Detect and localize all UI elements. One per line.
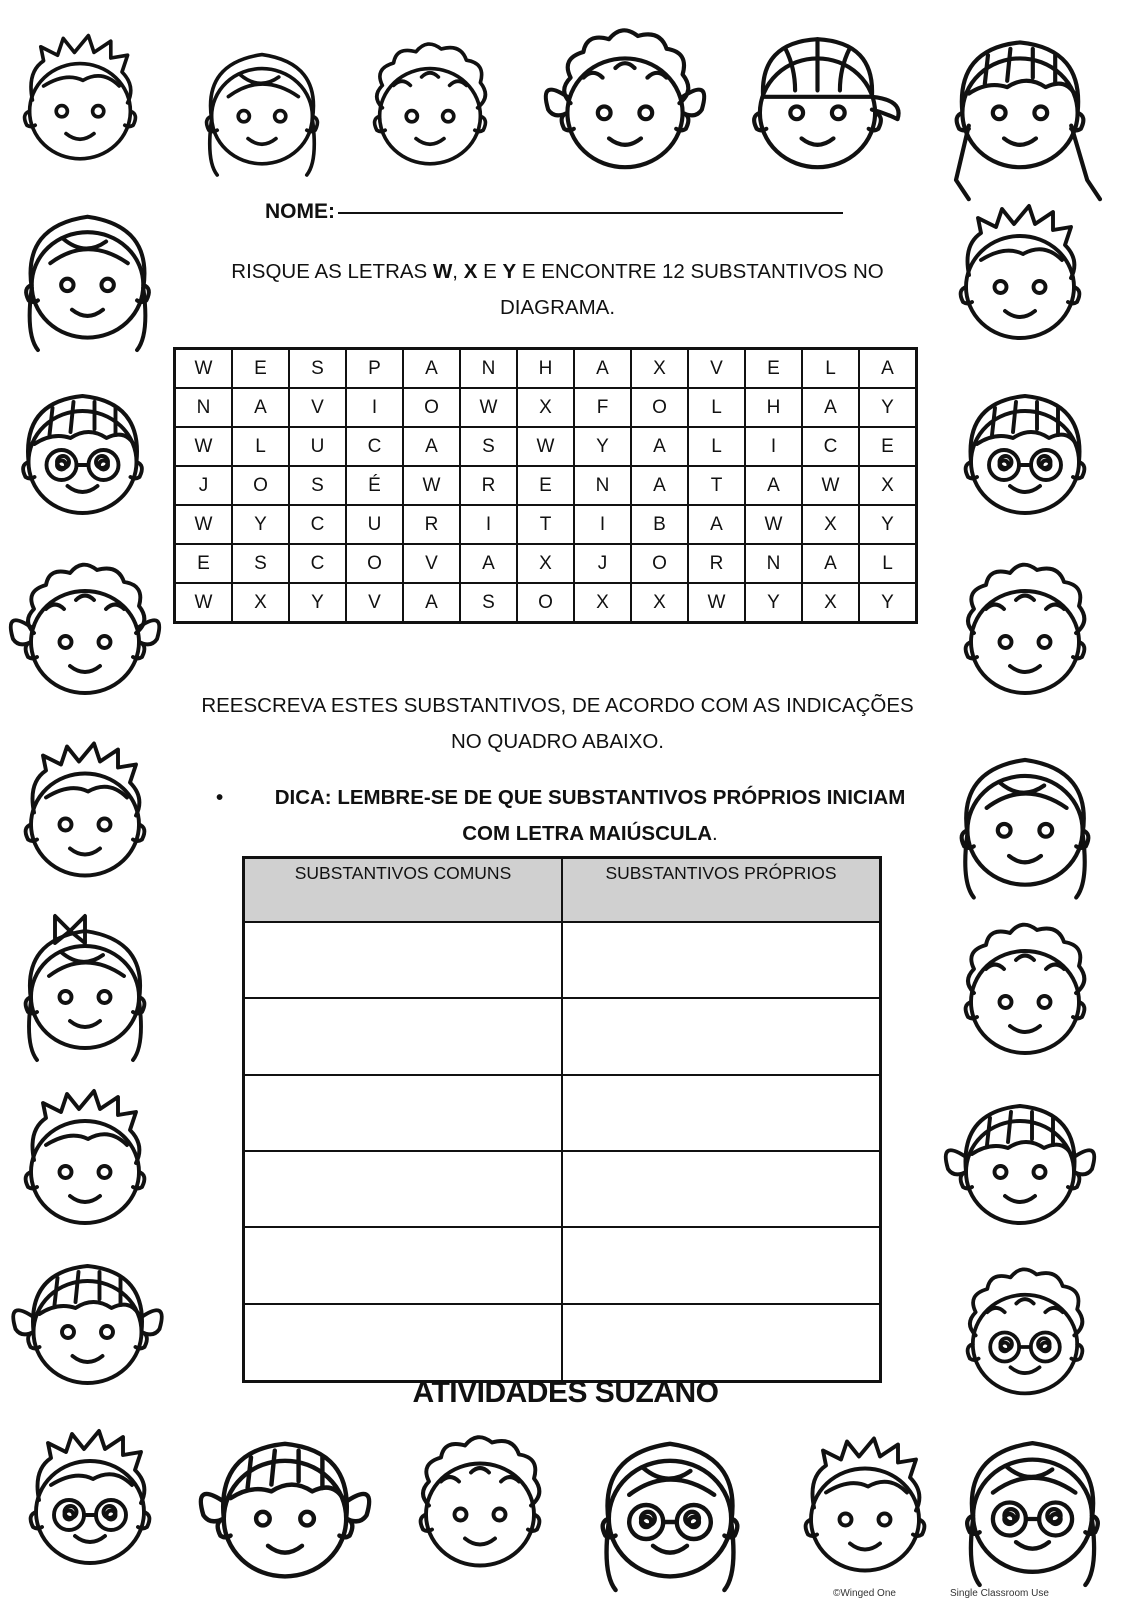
proper-noun-cell[interactable] bbox=[562, 922, 881, 998]
grid-row bbox=[175, 505, 917, 544]
child-face-icon bbox=[945, 200, 1095, 350]
grid-cell[interactable]: U bbox=[289, 427, 346, 466]
grid-cell[interactable]: W bbox=[517, 427, 574, 466]
grid-cell[interactable]: A bbox=[403, 427, 460, 466]
grid-cell[interactable]: I bbox=[574, 505, 631, 544]
instruction-find-nouns: RISQUE AS LETRAS W, X E Y E ENCONTRE 12 SUBSTANTIVOS NO DIAGRAMA. bbox=[231, 260, 884, 319]
table-row bbox=[244, 1075, 881, 1151]
grid-cell[interactable]: X bbox=[631, 349, 688, 389]
grid-cell[interactable]: O bbox=[346, 544, 403, 583]
child-face-icon bbox=[360, 25, 500, 185]
grid-row bbox=[175, 427, 917, 466]
grid-cell[interactable]: E bbox=[232, 349, 289, 389]
grid-cell[interactable]: S bbox=[460, 583, 517, 623]
word-search-grid bbox=[173, 347, 918, 624]
grid-cell[interactable]: X bbox=[802, 505, 859, 544]
grid-cell[interactable]: W bbox=[175, 583, 233, 623]
grid-cell[interactable]: E bbox=[859, 427, 917, 466]
table-row bbox=[244, 1151, 881, 1227]
grid-cell[interactable]: Y bbox=[232, 505, 289, 544]
child-face-icon bbox=[950, 1420, 1115, 1585]
grid-cell[interactable]: W bbox=[175, 427, 233, 466]
grid-cell[interactable]: W bbox=[175, 505, 233, 544]
grid-cell[interactable]: W bbox=[802, 466, 859, 505]
child-face-icon bbox=[5, 195, 170, 350]
grid-cell[interactable]: W bbox=[688, 583, 745, 623]
grid-cell[interactable]: S bbox=[460, 427, 517, 466]
grid-cell[interactable]: E bbox=[517, 466, 574, 505]
grid-cell[interactable]: X bbox=[574, 583, 631, 623]
grid-cell[interactable]: W bbox=[745, 505, 802, 544]
grid-cell[interactable]: W bbox=[460, 388, 517, 427]
grid-cell[interactable]: A bbox=[631, 427, 688, 466]
common-noun-cell[interactable] bbox=[244, 998, 563, 1075]
grid-cell[interactable]: I bbox=[346, 388, 403, 427]
grid-row bbox=[175, 388, 917, 427]
child-face-icon bbox=[15, 1420, 165, 1580]
grid-cell[interactable]: N bbox=[574, 466, 631, 505]
table-row bbox=[244, 922, 881, 998]
common-noun-cell[interactable] bbox=[244, 1075, 563, 1151]
grid-cell[interactable]: C bbox=[289, 544, 346, 583]
grid-cell[interactable]: F bbox=[574, 388, 631, 427]
grid-cell[interactable]: W bbox=[175, 349, 233, 389]
grid-cell[interactable]: X bbox=[859, 466, 917, 505]
grid-row bbox=[175, 349, 917, 389]
grid-cell[interactable]: A bbox=[688, 505, 745, 544]
table-row bbox=[244, 1227, 881, 1304]
grid-cell[interactable]: X bbox=[631, 583, 688, 623]
proper-noun-cell[interactable] bbox=[562, 1304, 881, 1382]
proper-noun-cell[interactable] bbox=[562, 1075, 881, 1151]
grid-cell[interactable]: Y bbox=[289, 583, 346, 623]
grid-cell[interactable]: É bbox=[346, 466, 403, 505]
grid-cell[interactable]: B bbox=[631, 505, 688, 544]
grid-cell[interactable]: T bbox=[517, 505, 574, 544]
tip-text: DICA: LEMBRE-SE DE QUE SUBSTANTIVOS PRÓPRIOS INICIAM COM LETRA MAIÚSCULA bbox=[274, 786, 906, 845]
grid-cell[interactable]: L bbox=[802, 349, 859, 389]
grid-cell[interactable]: H bbox=[745, 388, 802, 427]
header-common-nouns: SUBSTANTIVOS COMUNS bbox=[244, 858, 563, 923]
credit-text: Single Classroom Use bbox=[950, 1588, 1049, 1599]
grid-cell[interactable]: S bbox=[232, 544, 289, 583]
table-row bbox=[244, 998, 881, 1075]
child-face-icon bbox=[950, 555, 1100, 705]
header-proper-nouns: SUBSTANTIVOS PRÓPRIOS bbox=[562, 858, 881, 923]
credit-text: ©Winged One bbox=[833, 1588, 896, 1599]
grid-cell[interactable]: A bbox=[802, 388, 859, 427]
child-face-icon bbox=[10, 20, 150, 180]
grid-cell[interactable]: R bbox=[460, 466, 517, 505]
grid-cell[interactable]: Y bbox=[859, 388, 917, 427]
grid-row bbox=[175, 466, 917, 505]
child-face-icon bbox=[540, 20, 710, 180]
grid-cell[interactable]: N bbox=[745, 544, 802, 583]
proper-noun-cell[interactable] bbox=[562, 1227, 881, 1304]
child-face-icon bbox=[5, 375, 160, 525]
grid-cell[interactable]: A bbox=[745, 466, 802, 505]
child-face-icon bbox=[585, 1420, 755, 1590]
child-face-icon bbox=[180, 1420, 390, 1590]
grid-cell[interactable]: Y bbox=[745, 583, 802, 623]
grid-row bbox=[175, 544, 917, 583]
child-face-icon bbox=[945, 735, 1105, 900]
table-row bbox=[244, 1304, 881, 1382]
proper-noun-cell[interactable] bbox=[562, 998, 881, 1075]
grid-cell[interactable]: A bbox=[631, 466, 688, 505]
grid-cell[interactable]: Y bbox=[859, 505, 917, 544]
grid-cell[interactable]: Y bbox=[574, 427, 631, 466]
grid-cell[interactable]: L bbox=[688, 427, 745, 466]
grid-cell[interactable]: A bbox=[460, 544, 517, 583]
grid-cell[interactable]: R bbox=[403, 505, 460, 544]
grid-cell[interactable]: A bbox=[403, 583, 460, 623]
grid-cell[interactable]: A bbox=[574, 349, 631, 389]
grid-cell[interactable]: R bbox=[688, 544, 745, 583]
grid-cell[interactable]: N bbox=[460, 349, 517, 389]
grid-cell[interactable]: X bbox=[517, 388, 574, 427]
grid-cell[interactable]: C bbox=[802, 427, 859, 466]
grid-cell[interactable]: Y bbox=[859, 583, 917, 623]
bullet-icon: • bbox=[216, 786, 224, 809]
grid-cell[interactable]: V bbox=[289, 388, 346, 427]
tip-period: . bbox=[712, 822, 718, 845]
child-face-icon bbox=[935, 20, 1105, 180]
child-face-icon bbox=[950, 915, 1100, 1065]
grid-cell[interactable]: X bbox=[232, 583, 289, 623]
grid-cell[interactable]: L bbox=[688, 388, 745, 427]
name-blank-line[interactable] bbox=[338, 212, 843, 214]
grid-cell[interactable]: T bbox=[688, 466, 745, 505]
grid-cell[interactable]: O bbox=[631, 388, 688, 427]
grid-cell[interactable]: O bbox=[232, 466, 289, 505]
grid-cell[interactable]: J bbox=[574, 544, 631, 583]
grid-cell[interactable]: L bbox=[232, 427, 289, 466]
child-face-icon bbox=[10, 735, 160, 890]
child-face-icon bbox=[945, 375, 1105, 525]
grid-cell[interactable]: J bbox=[175, 466, 233, 505]
grid-cell[interactable]: I bbox=[745, 427, 802, 466]
grid-cell[interactable]: A bbox=[859, 349, 917, 389]
grid-cell[interactable]: S bbox=[289, 466, 346, 505]
grid-cell[interactable]: O bbox=[517, 583, 574, 623]
common-noun-cell[interactable] bbox=[244, 1151, 563, 1227]
grid-cell[interactable]: C bbox=[346, 427, 403, 466]
grid-cell[interactable]: W bbox=[403, 466, 460, 505]
child-face-icon bbox=[405, 1420, 555, 1585]
child-face-icon bbox=[935, 1085, 1105, 1235]
grid-cell[interactable]: S bbox=[289, 349, 346, 389]
grid-cell[interactable]: H bbox=[517, 349, 574, 389]
nouns-table bbox=[242, 856, 882, 1383]
grid-cell[interactable]: X bbox=[802, 583, 859, 623]
child-face-icon bbox=[5, 1245, 170, 1395]
grid-cell[interactable]: C bbox=[289, 505, 346, 544]
common-noun-cell[interactable] bbox=[244, 922, 563, 998]
grid-cell[interactable]: V bbox=[688, 349, 745, 389]
footer-title: ATIVIDADES SUZANO bbox=[412, 1376, 719, 1409]
grid-cell[interactable]: U bbox=[346, 505, 403, 544]
child-face-icon bbox=[5, 555, 165, 705]
grid-cell[interactable]: O bbox=[631, 544, 688, 583]
grid-cell[interactable]: E bbox=[175, 544, 233, 583]
instruction-rewrite: REESCREVA ESTES SUBSTANTIVOS, DE ACORDO COM AS INDICAÇÕES NO QUADRO ABAIXO. bbox=[201, 694, 914, 753]
common-noun-cell[interactable] bbox=[244, 1227, 563, 1304]
grid-cell[interactable]: V bbox=[346, 583, 403, 623]
child-face-icon bbox=[735, 20, 900, 180]
grid-row bbox=[175, 583, 917, 623]
grid-cell[interactable]: L bbox=[859, 544, 917, 583]
common-noun-cell[interactable] bbox=[244, 1304, 563, 1382]
child-face-icon bbox=[790, 1430, 940, 1585]
proper-noun-cell[interactable] bbox=[562, 1151, 881, 1227]
name-label: NOME: bbox=[265, 200, 335, 223]
child-face-icon bbox=[192, 25, 332, 185]
child-face-icon bbox=[5, 910, 165, 1060]
grid-cell[interactable]: I bbox=[460, 505, 517, 544]
grid-cell[interactable]: V bbox=[403, 544, 460, 583]
grid-cell[interactable]: E bbox=[745, 349, 802, 389]
grid-cell[interactable]: O bbox=[403, 388, 460, 427]
grid-cell[interactable]: N bbox=[175, 388, 233, 427]
grid-cell[interactable]: P bbox=[346, 349, 403, 389]
name-field[interactable] bbox=[265, 200, 843, 224]
grid-cell[interactable]: A bbox=[232, 388, 289, 427]
grid-cell[interactable]: A bbox=[403, 349, 460, 389]
grid-cell[interactable]: X bbox=[517, 544, 574, 583]
grid-cell[interactable]: A bbox=[802, 544, 859, 583]
child-face-icon bbox=[10, 1085, 160, 1235]
